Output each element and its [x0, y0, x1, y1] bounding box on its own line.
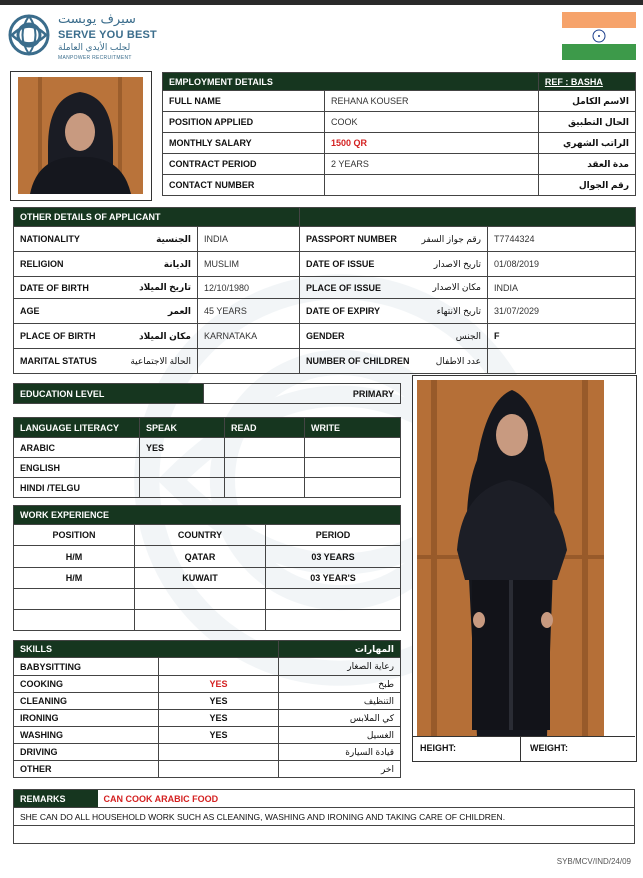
position-applied-value: COOK: [325, 112, 539, 133]
work-row-period: 03 YEARS: [266, 546, 401, 568]
date-of-birth-arabic-label: تاريخ الميلاد: [106, 277, 198, 299]
date-of-issue-arabic-label: تاريخ الاصدار: [416, 252, 488, 277]
marital-status-arabic-label: الحالة الاجتماعية: [106, 349, 198, 374]
skill-other-arabic: اخر: [279, 761, 401, 778]
place-of-issue-arabic-label: مكان الاصدار: [416, 277, 488, 299]
full-body-photo: [417, 380, 604, 736]
contract-period-label: CONTRACT PERIOD: [163, 154, 325, 175]
skill-cooking-arabic: طبخ: [279, 676, 401, 693]
skill-cleaning: CLEANING: [14, 693, 159, 710]
arabic-speak-value: YES: [140, 438, 225, 458]
work-row-position: [14, 610, 135, 631]
weight-label: WEIGHT:: [530, 743, 568, 753]
india-flag-icon: [562, 12, 636, 60]
language-arabic: ARABIC: [14, 438, 140, 458]
measurements-row: [412, 736, 635, 761]
logo-arabic-subtitle: لجلب الأيدي العاملة: [58, 42, 131, 52]
read-header: READ: [225, 418, 305, 438]
speak-header: SPEAK: [140, 418, 225, 438]
work-row-country: KUWAIT: [135, 568, 266, 589]
full-name-arabic-label: الاسم الكامل: [538, 91, 635, 112]
date-of-issue-value: 01/08/2019: [488, 252, 636, 277]
gender-arabic-label: الجنس: [416, 324, 488, 349]
profile-photo-frame: [10, 71, 152, 201]
nationality-label: NATIONALITY: [14, 227, 106, 252]
skill-cooking-value: YES: [159, 676, 279, 693]
date-of-birth-label: DATE OF BIRTH: [14, 277, 106, 299]
skill-ironing-arabic: كي الملابس: [279, 710, 401, 727]
monthly-salary-label: MONTHLY SALARY: [163, 133, 325, 154]
skill-driving-value: [159, 744, 279, 761]
place-of-birth-value: KARNATAKA: [198, 324, 300, 349]
passport-number-value: T7744324: [488, 227, 636, 252]
work-row-country: [135, 610, 266, 631]
full-body-photo-frame: [412, 375, 637, 762]
hindi-read-value: [225, 478, 305, 498]
marital-status-label: MARITAL STATUS: [14, 349, 106, 374]
full-name-label: FULL NAME: [163, 91, 325, 112]
profile-photo: [18, 77, 143, 194]
education-level-label: EDUCATION LEVEL: [14, 384, 204, 404]
skill-babysitting: BABYSITTING: [14, 658, 159, 676]
date-of-birth-value: 12/10/1980: [198, 277, 300, 299]
monthly-salary-value: 1500 QR: [325, 133, 539, 154]
work-experience-header: WORK EXPERIENCE: [14, 506, 401, 525]
position-applied-label: POSITION APPLIED: [163, 112, 325, 133]
skill-other-value: [159, 761, 279, 778]
skills-table: [13, 640, 401, 778]
hindi-write-value: [305, 478, 401, 498]
education-table: [13, 383, 401, 404]
logo-subtitle: MANPOWER RECRUITMENT: [58, 55, 132, 61]
work-row-country: [135, 589, 266, 610]
arabic-read-value: [225, 438, 305, 458]
contract-period-arabic-label: مدة العقد: [538, 154, 635, 175]
place-of-birth-label: PLACE OF BIRTH: [14, 324, 106, 349]
skill-washing-value: YES: [159, 727, 279, 744]
religion-arabic-label: الديانة: [106, 252, 198, 277]
place-of-issue-label: PLACE OF ISSUE: [300, 277, 416, 299]
language-hindi-telgu: HINDI /TELGU: [14, 478, 140, 498]
skill-other: OTHER: [14, 761, 159, 778]
arabic-write-value: [305, 438, 401, 458]
work-row-position: H/M: [14, 546, 135, 568]
hindi-speak-value: [140, 478, 225, 498]
place-of-birth-arabic-label: مكان الميلاد: [106, 324, 198, 349]
religion-value: MUSLIM: [198, 252, 300, 277]
number-of-children-value: [488, 349, 636, 374]
measurements-divider: [520, 737, 521, 761]
english-read-value: [225, 458, 305, 478]
english-write-value: [305, 458, 401, 478]
logo-english-name: SERVE YOU BEST: [58, 29, 157, 41]
height-label: HEIGHT:: [420, 743, 456, 753]
reference-code: REF : BASHA: [538, 73, 635, 91]
work-row-period: [266, 610, 401, 631]
work-position-header: POSITION: [14, 525, 135, 546]
skill-cleaning-value: YES: [159, 693, 279, 710]
position-applied-arabic-label: الحال التطبيق: [538, 112, 635, 133]
monthly-salary-arabic-label: الراتب الشهري: [538, 133, 635, 154]
gender-label: GENDER: [300, 324, 416, 349]
skill-driving-arabic: قيادة السيارة: [279, 744, 401, 761]
date-of-expiry-label: DATE OF EXPIRY: [300, 299, 416, 324]
other-details-table: [13, 207, 636, 374]
religion-label: RELIGION: [14, 252, 106, 277]
gender-value: F: [488, 324, 636, 349]
education-level-value: PRIMARY: [204, 384, 401, 404]
place-of-issue-value: INDIA: [488, 277, 636, 299]
skill-ironing-value: YES: [159, 710, 279, 727]
nationality-arabic-label: الجنسية: [106, 227, 198, 252]
skill-cooking: COOKING: [14, 676, 159, 693]
contact-number-value: [325, 175, 539, 196]
employment-details-header: EMPLOYMENT DETAILS: [163, 73, 539, 91]
company-logo-icon: [8, 14, 50, 56]
age-label: AGE: [14, 299, 106, 324]
skill-driving: DRIVING: [14, 744, 159, 761]
full-name-value: REHANA KOUSER: [325, 91, 539, 112]
skill-washing-arabic: الغسيل: [279, 727, 401, 744]
work-country-header: COUNTRY: [135, 525, 266, 546]
skills-header: SKILLS: [14, 641, 279, 658]
contact-number-label: CONTACT NUMBER: [163, 175, 325, 196]
work-row-period: [266, 589, 401, 610]
date-of-expiry-arabic-label: تاريخ الانتهاء: [416, 299, 488, 324]
work-row-country: QATAR: [135, 546, 266, 568]
date-of-issue-label: DATE OF ISSUE: [300, 252, 416, 277]
other-details-header: OTHER DETAILS OF APPLICANT: [14, 208, 300, 227]
employment-details-table: [162, 72, 636, 196]
language-literacy-header: LANGUAGE LITERACY: [14, 418, 140, 438]
top-bar: [0, 0, 643, 5]
remarks-table: [13, 789, 635, 844]
marital-status-value: [198, 349, 300, 374]
number-of-children-label: NUMBER OF CHILDREN: [300, 349, 416, 374]
passport-number-arabic-label: رقم جواز السفر: [416, 227, 488, 252]
nationality-value: INDIA: [198, 227, 300, 252]
skills-arabic-header: المهارات: [279, 641, 401, 658]
remarks-blank-row: [14, 826, 635, 844]
contact-number-arabic-label: رقم الجوال: [538, 175, 635, 196]
work-experience-table: [13, 505, 401, 631]
work-row-period: 03 YEAR'S: [266, 568, 401, 589]
work-row-position: [14, 589, 135, 610]
remarks-text: SHE CAN DO ALL HOUSEHOLD WORK SUCH AS CLEANING, WASHING AND IRONING AND TAKING CARE OF CHILDREN.: [14, 808, 635, 826]
date-of-expiry-value: 31/07/2029: [488, 299, 636, 324]
work-row-position: H/M: [14, 568, 135, 589]
document-code: SYB/MCV/IND/24/09: [556, 857, 631, 866]
age-value: 45 YEARS: [198, 299, 300, 324]
number-of-children-arabic-label: عدد الاطفال: [416, 349, 488, 374]
write-header: WRITE: [305, 418, 401, 438]
english-speak-value: [140, 458, 225, 478]
language-literacy-table: [13, 417, 401, 498]
passport-number-label: PASSPORT NUMBER: [300, 227, 416, 252]
other-details-header-blank: [300, 208, 636, 227]
language-english: ENGLISH: [14, 458, 140, 478]
skill-babysitting-arabic: رعاية الصغار: [279, 658, 401, 676]
contract-period-value: 2 YEARS: [325, 154, 539, 175]
skill-cleaning-arabic: التنظيف: [279, 693, 401, 710]
remarks-label: REMARKS: [14, 790, 98, 808]
company-logo: [8, 12, 178, 64]
skill-ironing: IRONING: [14, 710, 159, 727]
remarks-highlight: CAN COOK ARABIC FOOD: [98, 790, 635, 808]
work-period-header: PERIOD: [266, 525, 401, 546]
age-arabic-label: العمر: [106, 299, 198, 324]
skill-washing: WASHING: [14, 727, 159, 744]
logo-arabic-name: سيرف يوبست: [58, 12, 136, 27]
skill-babysitting-value: [159, 658, 279, 676]
